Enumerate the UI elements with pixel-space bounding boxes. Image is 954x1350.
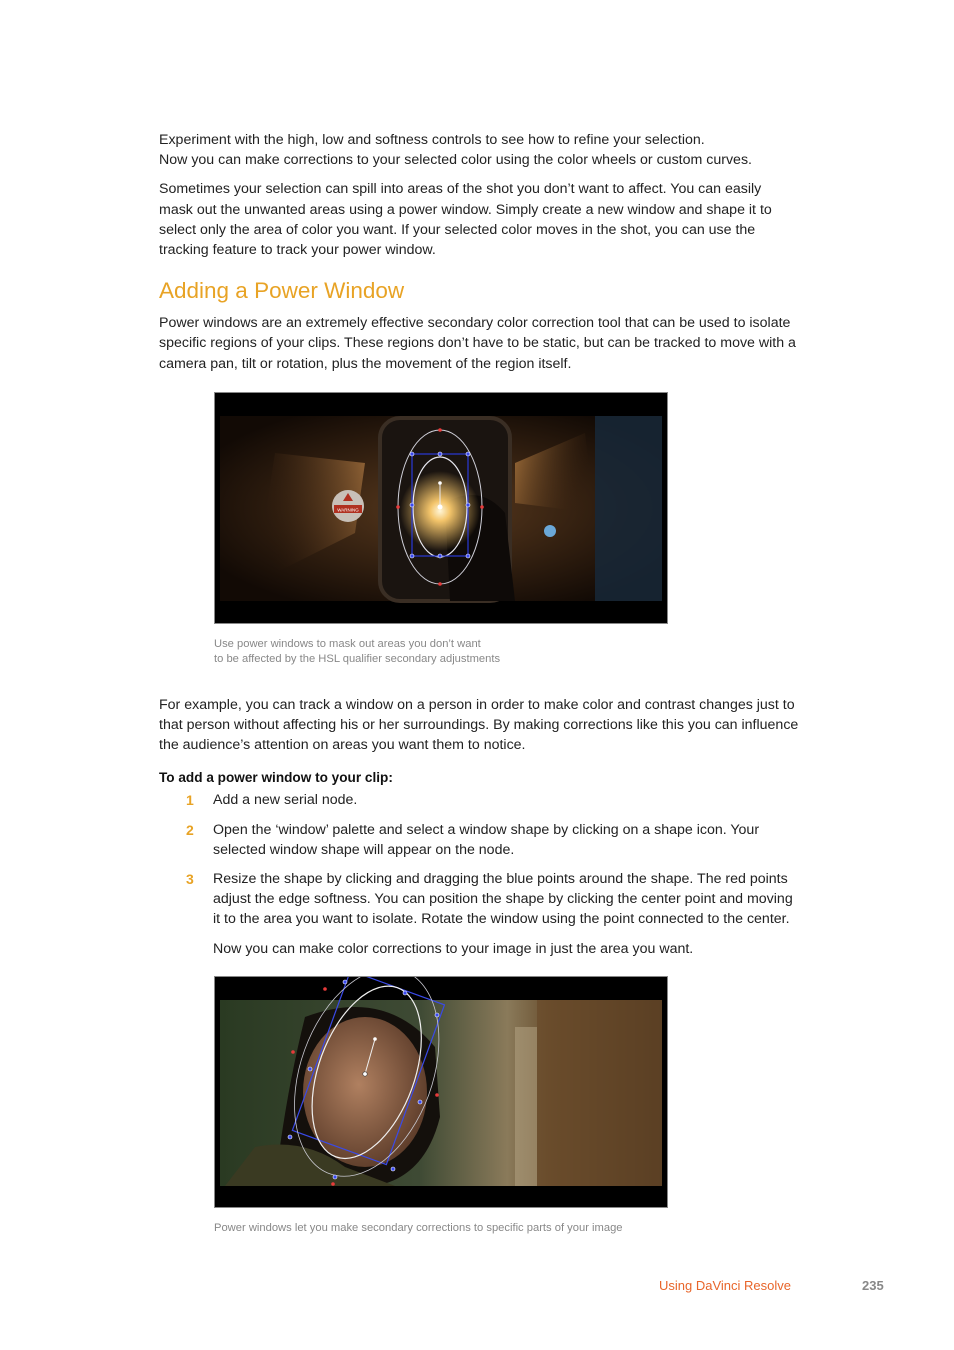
step-text: Open the ‘window’ palette and select a window shape by clicking on a shape icon. Your selected window shape will appear on the node.: [213, 821, 760, 858]
step-item: [159, 869, 799, 930]
page-content: [159, 130, 799, 1236]
caption-line-2: to be affected by the HSL qualifier secondary adjustments: [214, 652, 501, 665]
intro-paragraph-1: [159, 130, 799, 170]
page-number: 235: [862, 1278, 884, 1293]
step-text: Add a new serial node.: [213, 792, 358, 809]
figure2-caption: Power windows let you make secondary corrections to specific parts of your image: [214, 1221, 623, 1234]
corridor-image: [214, 392, 668, 624]
step-item: [159, 790, 799, 810]
caption-line-1: Use power windows to mask out areas you don’t want: [214, 637, 481, 650]
section-body: Power windows are an extremely effective secondary color correction tool that can be used to isolate specific regions of your clips. These regions don’t have to be static, but can be tracked to move with a camera pan, tilt or rotation, plus the movement of the region itself.: [159, 315, 796, 372]
steps-title: To add a power window to your clip:: [159, 770, 393, 786]
intro-paragraph-2: Sometimes your selection can spill into areas of the shot you don’t want to affect. You can easily mask out the unwanted areas using a power window. Simply create a new window and shape it to select only the area of color you want. If your selected color moves in the shot, you can use the tracking feature to track your power window.: [159, 181, 772, 259]
step-item: [159, 820, 799, 860]
figure-power-window-face: [214, 976, 668, 1236]
step-text: Resize the shape by clicking and dragging the blue points around the shape. The red points adjust the edge softness. You can position the shape by clicking the center point and moving it to the area you want to isolate. Rotate the window using the point connected to the center.: [213, 871, 793, 928]
footer-title: Using DaVinci Resolve: [659, 1278, 791, 1293]
step-number: 1: [186, 792, 194, 809]
intro-line-1: Experiment with the high, low and softness controls to see how to refine your selection.: [159, 132, 705, 148]
figure1-caption: [214, 637, 668, 667]
intro-line-2: Now you can make corrections to your selected color using the color wheels or custom curves.: [159, 152, 752, 169]
section-heading: Adding a Power Window: [159, 278, 405, 304]
step-number: 3: [186, 871, 194, 888]
figure-power-window-corridor: [214, 392, 668, 667]
steps-after-note: Now you can make color corrections to your image in just the area you want.: [213, 940, 694, 957]
warning-sign-text: WARNING: [337, 507, 359, 513]
example-paragraph: For example, you can track a window on a person in order to make color and contrast changes just to that person without affecting his or her surroundings. By making corrections like this you can influence the audience’s attention on areas you want them to notice.: [159, 696, 799, 754]
face-image: [214, 976, 668, 1208]
step-number: 2: [186, 821, 194, 838]
